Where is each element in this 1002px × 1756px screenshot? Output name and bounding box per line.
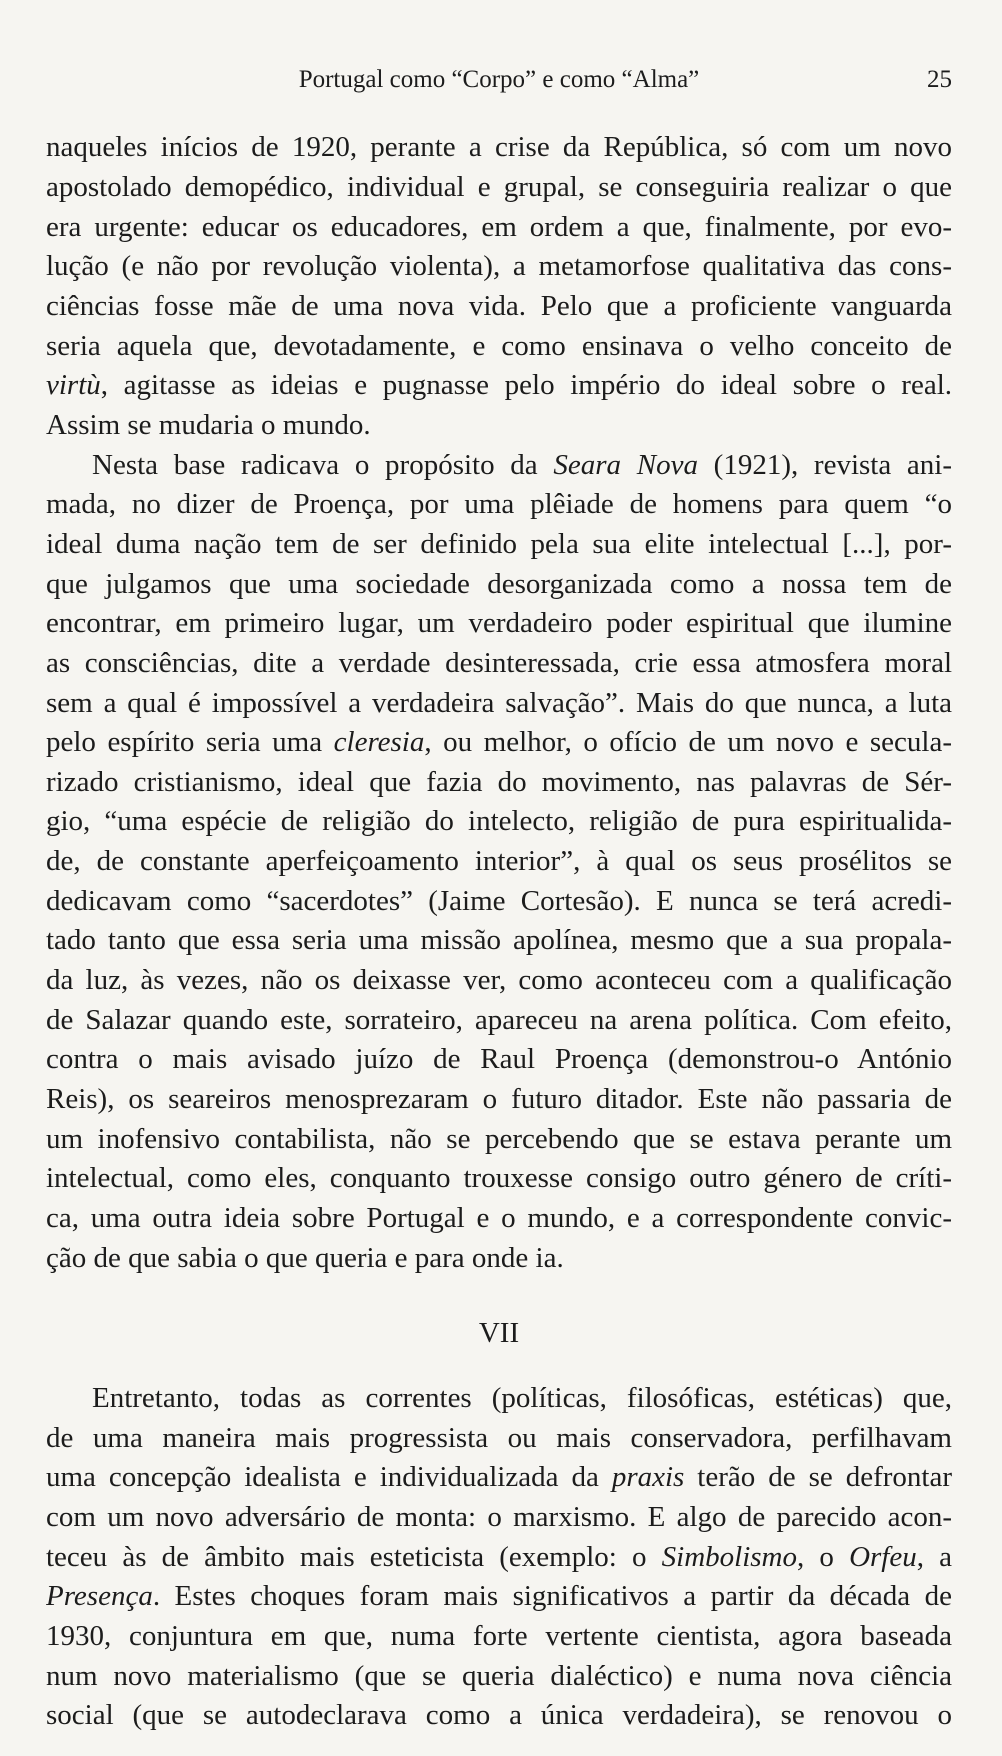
text-line: 1930, conjuntura em que, numa forte vertente cientista, agora baseada bbox=[46, 1620, 952, 1653]
text-line: apostolado demopédico, individual e grupal, se conseguiria realizar o que bbox=[46, 171, 952, 204]
text-line: um inofensivo contabilista, não se percebendo que se estava perante um bbox=[46, 1122, 952, 1155]
text-line: contra o mais avisado juízo de Raul Proença (demonstrou-o António bbox=[46, 1043, 952, 1076]
text-line: ção de que sabia o que queria e para onde ia. bbox=[46, 1241, 564, 1274]
text-line: ca, uma outra ideia sobre Portugal e o mundo, e a correspondente convic- bbox=[46, 1201, 952, 1234]
running-title: Portugal como “Corpo” e como “Alma” bbox=[298, 66, 700, 93]
italic-term: praxis bbox=[611, 1461, 685, 1494]
italic-term: virtù bbox=[46, 369, 101, 402]
text-line: gio, “uma espécie de religião do intelecto, religião de pura espiritualida- bbox=[46, 805, 952, 838]
text-line: teceu às de âmbito mais esteticista (exemplo: o Simbolismo, o Orfeu, a bbox=[46, 1540, 952, 1573]
text-line: mada, no dizer de Proença, por uma plêiade de homens para quem “o bbox=[46, 488, 952, 521]
text-line: as consciências, dite a verdade desinteressada, crie essa atmosfera moral bbox=[46, 646, 952, 679]
text-line: rizado cristianismo, ideal que fazia do movimento, nas palavras de Sér- bbox=[46, 765, 952, 798]
text-line: que julgamos que uma sociedade desorganizada como a nossa tem de bbox=[46, 567, 952, 600]
text-line: dedicavam como “sacerdotes” (Jaime Cortesão). E nunca se terá acredi- bbox=[46, 884, 952, 917]
italic-term: Presença bbox=[46, 1580, 153, 1613]
page-header bbox=[46, 60, 952, 100]
section-heading: VII bbox=[478, 1317, 520, 1350]
text-line: num novo materialismo (que se queria dialéctico) e numa nova ciência bbox=[46, 1659, 952, 1692]
text-line: lução (e não por revolução violenta), a metamorfose qualitativa das cons- bbox=[46, 250, 952, 283]
italic-term: Simbolismo bbox=[661, 1540, 797, 1573]
text-line: era urgente: educar os educadores, em ordem a que, finalmente, por evo- bbox=[46, 210, 952, 243]
text-line: da luz, às vezes, não os deixasse ver, como aconteceu com a qualificação bbox=[46, 964, 952, 997]
text-line: virtù, agitasse as ideias e pugnasse pelo império do ideal sobre o real. bbox=[46, 369, 952, 402]
text-line: ciências fosse mãe de uma nova vida. Pelo que a proficiente vanguarda bbox=[46, 290, 952, 323]
text-line: Reis), os seareiros menosprezaram o futuro ditador. Este não passaria de bbox=[46, 1083, 952, 1116]
text-line: seria aquela que, devotadamente, e como ensinava o velho conceito de bbox=[46, 329, 952, 362]
text-line: Assim se mudaria o mundo. bbox=[46, 409, 371, 441]
text-line: naqueles inícios de 1920, perante a crise da República, só com um novo bbox=[46, 131, 952, 164]
text-line: ideal duma nação tem de ser definido pela sua elite intelectual [...], por- bbox=[46, 527, 952, 560]
text-line: sem a qual é impossível a verdadeira salvação”. Mais do que nunca, a luta bbox=[46, 686, 952, 719]
text-line: Nesta base radicava o propósito da Seara Nova (1921), revista ani- bbox=[92, 448, 952, 481]
text-line: pelo espírito seria uma cleresia, ou melhor, o ofício de um novo e secula- bbox=[46, 726, 952, 759]
text-line: com um novo adversário de monta: o marxismo. E algo de parecido acon- bbox=[46, 1501, 952, 1534]
text-line: de, de constante aperfeiçoamento interior”, à qual os seus prosélitos se bbox=[46, 845, 952, 878]
text-line: de uma maneira mais progressista ou mais conservadora, perfilhavam bbox=[46, 1421, 952, 1454]
text-line: intelectual, como eles, conquanto trouxesse consigo outro género de críti- bbox=[46, 1162, 952, 1195]
text-line: encontrar, em primeiro lugar, um verdadeiro poder espiritual que ilumine bbox=[46, 607, 952, 640]
text-line: social (que se autodeclarava como a única verdadeira), se renovou o bbox=[46, 1699, 952, 1732]
page-number: 25 bbox=[927, 66, 952, 93]
italic-term: Seara Nova bbox=[553, 448, 698, 481]
text-line: Presença. Estes choques foram mais significativos a partir da década de bbox=[46, 1580, 952, 1613]
text-line: Entretanto, todas as correntes (políticas, filosóficas, estéticas) que, bbox=[92, 1382, 952, 1415]
italic-term: Orfeu bbox=[849, 1540, 917, 1573]
text-line: de Salazar quando este, sorrateiro, apareceu na arena política. Com efeito, bbox=[46, 1003, 952, 1036]
text-line: uma concepção idealista e individualizada da praxis terão de se defrontar bbox=[46, 1461, 952, 1494]
text-line: tado tanto que essa seria uma missão apolínea, mesmo que a sua propala- bbox=[46, 924, 952, 957]
italic-term: cleresia bbox=[333, 726, 425, 759]
